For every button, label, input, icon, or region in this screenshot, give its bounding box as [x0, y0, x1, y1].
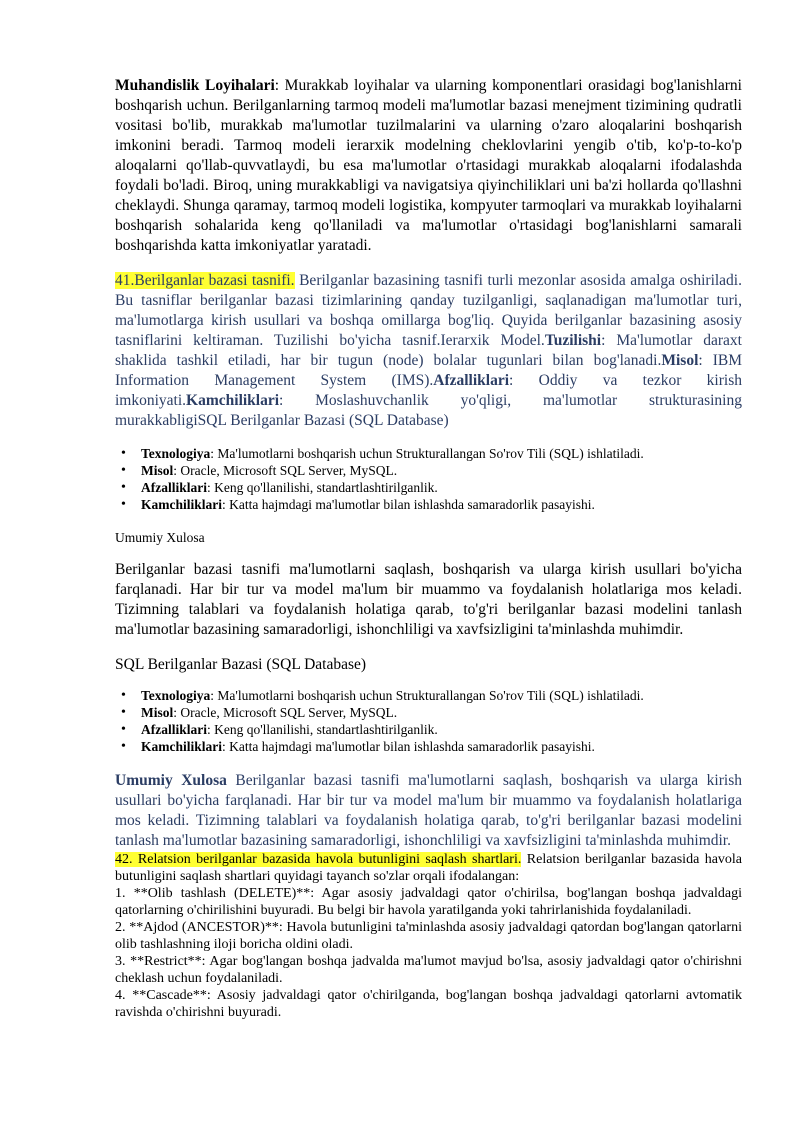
list-item: • Misol: Oracle, Microsoft SQL Server, MySQL.	[141, 462, 742, 479]
bold-term: Muhandislik Loyihalari	[115, 77, 275, 94]
section-heading-42: 42. Relatsion berilganlar bazasida havola butunligini saqlash shartlari.	[115, 852, 522, 867]
document-page	[115, 76, 742, 1021]
section-heading-41: 41.Berilganlar bazasi tasnifi.	[115, 272, 295, 289]
sql-heading: SQL Berilganlar Bazasi (SQL Database)	[115, 656, 367, 673]
umumiy-xulosa-label: Umumiy Xulosa	[115, 530, 205, 545]
numbered-item: 4. **Cascade**: Asosiy jadvaldagi qator o'chirilganda, bog'langan boshqa jadvaldagi qatorlarni avtomatik ravishda o'chirishni buyuradi.	[115, 988, 742, 1020]
numbered-item: 2. **Ajdod (ANCESTOR)**: Havola butunligini ta'minlashda asosiy jadvaldagi qatordan bog'langan qatorlarni olib tashlashning iloji boricha oldini oladi.	[115, 920, 742, 952]
list-item: • Kamchiliklari: Katta hajmdagi ma'lumotlar bilan ishlashda samaradorlik pasayishi.	[141, 738, 742, 755]
paragraph-umumiy-xulosa: Umumiy Xulosa Berilganlar bazasi tasnifi ma'lumotlarni saqlash, boshqarish va ularga kirish usullari bo'yicha farqlanadi. Har bir tur va model ma'lum bir muammo va foydalanish holatlariga mos keladi. Tizimning talablari va foydalanish holatiga qarab, to'g'ri berilganlar bazasi modelini tanlash ma'lumotlar bazasining samaradorligi, ishonchliligi va xavfsizligini ta'minlashda muhimdir.	[115, 772, 742, 849]
numbered-item: 1. **Olib tashlash (DELETE)**: Agar asosiy jadvaldagi qator o'chirilsa, bog'langan boshqa jadvaldagi qatorlarning o'chirilishini buyuradi. Bu belgi bir havola yaratilganda yoki tahrirlanishida foydalaniladi.	[115, 886, 742, 918]
bullet-list-1	[115, 445, 742, 513]
list-item: • Texnologiya: Ma'lumotlarni boshqarish uchun Strukturallangan So'rov Tili (SQL) ishlatiladi.	[141, 687, 742, 704]
paragraph-relatsion: 42. Relatsion berilganlar bazasida havola butunligini saqlash shartlari. Relatsion berilganlar bazasida havola butunligini saqlash shartlari quyidagi tayanch so'zlar orqali ifodalangan:	[115, 852, 743, 884]
paragraph-muhandislik: Muhandislik Loyihalari: Murakkab loyihalar va ularning komponentlari orasidagi bog'lanishlarni boshqarish uchun. Berilganlarning tarmoq modeli ma'lumotlar bazasi menejment tizimining qudratli vositasi bo'lib, murakkab ma'lumotlar tuzilmalarini va ularning o'zaro aloqalarini boshqarish imkonini beradi. Tarmoq modeli ierarxik modelning cheklovlarini yengib o'tib, ko'p-to-ko'p aloqalarni qo'llab-quvvatlaydi, bu esa ma'lumotlar o'rtasidagi murakkab aloqalarni ifodalashda foydali bo'ladi. Biroq, uning murakkabligi va navigatsiya qiyinchiliklari uni ba'zi hollarda qo'llashni cheklaydi. Shunga qaramay, tarmoq modeli logistika, kompyuter tarmoqlari va murakkab loyihalarni boshqarish sohalarida keng qo'llaniladi va ma'lumotlar o'rtasidagi bog'lanishlarni samarali boshqarishda katta imkoniyatlar yaratadi.	[115, 77, 742, 254]
list-item: • Afzalliklari: Keng qo'llanilishi, standartlashtirilganlik.	[141, 479, 742, 496]
list-item: • Kamchiliklari: Katta hajmdagi ma'lumotlar bilan ishlashda samaradorlik pasayishi.	[141, 496, 742, 513]
paragraph-tasnif: 41.Berilganlar bazasi tasnifi. Berilganlar bazasining tasnifi turli mezonlar asosida amalga oshiriladi. Bu tasniflar berilganlar bazasi tizimlarining qanday tuzilganligi, saqlanadigan ma'lumotlar turi, ma'lumotlarga kirish usullari va boshqa omillarga bog'liq. Quyida berilganlar bazasining asosiy tasniflarini keltiraman. Tuzilishi bo'yicha tasnif.Ierarxik Model.Tuzilishi: Ma'lumotlar daraxt shaklida tashkil etiladi, har bir tugun (node) bolalar tugunlari bilan bog'lanadi.Misol: IBM Information Management System (IMS).Afzalliklari: Oddiy va tezkor kirish imkoniyati.Kamchiliklari: Moslashuvchanlik yo'qligi, ma'lumotlar strukturasining murakkabligiSQL Berilganlar Bazasi (SQL Database)	[115, 272, 743, 429]
list-item: • Misol: Oracle, Microsoft SQL Server, MySQL.	[141, 704, 742, 721]
paragraph-xulosa: Berilganlar bazasi tasnifi ma'lumotlarni saqlash, boshqarish va ularga kirish usullari bo'yicha farqlanadi. Har bir tur va model ma'lum bir muammo va foydalanish holatlariga mos keladi. Tizimning talablari va foydalanish holatiga qarab, to'g'ri berilganlar bazasi modelini tanlash ma'lumotlar bazasining samaradorligi, ishonchliligi va xavfsizligini ta'minlashda muhimdir.	[115, 561, 742, 638]
list-item: • Texnologiya: Ma'lumotlarni boshqarish uchun Strukturallangan So'rov Tili (SQL) ishlatiladi.	[141, 445, 742, 462]
numbered-item: 3. **Restrict**: Agar bog'langan boshqa jadvalda ma'lumot mavjud bo'lsa, asosiy jadvaldagi qator o'chirishni cheklash uchun foydalaniladi.	[115, 954, 742, 986]
bullet-list-2	[115, 687, 742, 755]
list-item: • Afzalliklari: Keng qo'llanilishi, standartlashtirilganlik.	[141, 721, 742, 738]
